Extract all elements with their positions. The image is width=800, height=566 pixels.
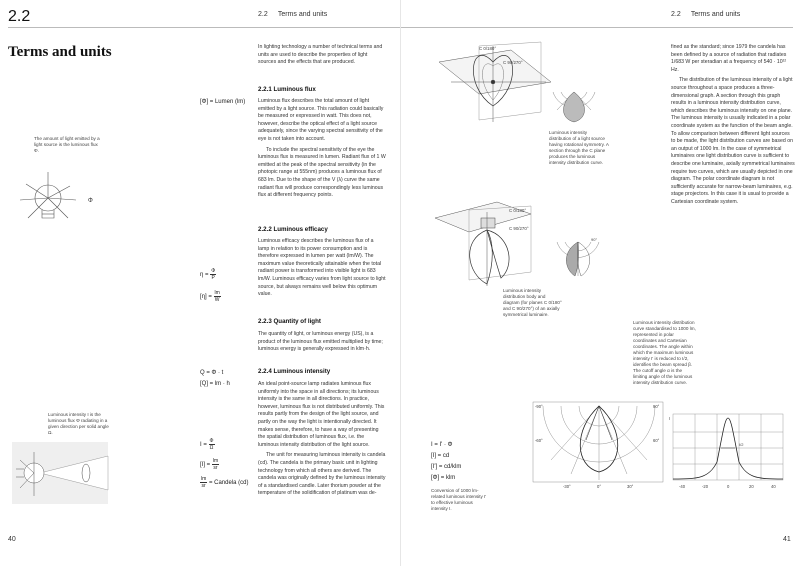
plane-label: C 90/270° — [509, 226, 529, 231]
caption-luminous-flux: The amount of light emitted by a light source is the luminous flux Φ. — [34, 136, 100, 153]
tick-label: -20 — [702, 484, 709, 489]
heading-luminous-intensity: 2.2.4 Luminous intensity — [258, 368, 331, 375]
heading-quantity-of-light: 2.2.3 Quantity of light — [258, 318, 321, 325]
quantity-text: The quantity of light, or luminous energy (US), is a product of the luminous flux emitted multiplied by time; luminous energy is generally expressed in klm·h. — [258, 331, 383, 353]
formula-intensity-unit: [I] = $\frac{lm}{sr}$ — [200, 458, 219, 471]
polar-plot-small-2 — [553, 236, 603, 282]
page-number-right: 41 — [783, 536, 791, 543]
plane-label: C 0/180° — [509, 208, 527, 213]
page-number-left: 40 — [8, 536, 16, 543]
angle-label: 90° — [591, 237, 598, 242]
plane-label: C 90/270° — [503, 60, 523, 65]
formula-candela: $\frac{lm}{sr}$ = Candela (cd) — [201, 476, 249, 489]
bulb-intensity-figure — [10, 440, 120, 510]
tick-label: 0 — [727, 484, 730, 489]
flux-text: Luminous flux describes the total amount of light emitted by a light source. This radiation could basically be measured or expressed in watt. This does not, however, describe the optical effect of a light source adequately, since the varying spectral sensitivity of the eye is not taken into account. To include the spectral sensitivity of the eye the luminous flux is measured in lumen. Radiant flux of 1 W emitted at the peak of the spectral sensitivity (in the photopic range at 555nm) produces a luminous flux of 683 lm. Due to the shape of the V (λ) curve the same radiant flux will produce correspondingly less luminous flux at different frequency points. — [258, 98, 386, 199]
axis-label: I — [669, 416, 671, 421]
formula-quantity: Q = Φ · t — [200, 370, 224, 376]
tick-label: -30° — [563, 484, 571, 489]
cartesian-distribution-diagram — [669, 412, 791, 492]
right-body-text: fined as the standard; since 1979 the candela has been defined by a source of radiation that radiates 1/683 W per steradian at a frequency of 540 · 10¹² Hz. The distribution of the luminous intensity of a light source throughout a space produces a three-dimensional graph. A section through this graph results in a luminous intensity distribution curve, which describes the luminous intensity on one plane. The luminous intensity is usually indicated in a polar coordinate system as the function of the beam angle. To allow comparison between different light sources to be made, the light distribution curves are based on an output of 1000 lm. In the case of symmetrical luminaires one light distribution curve is sufficient to describe one luminaire, axially symmetrical luminaires require two curves, which are usually depicted in one diagram. The polar coordinate diagram is not sufficiently accurate for narrow-beam luminaires, e.g. stage projectors. In this case it is usual to provide a Cartesian coordinate system. — [671, 44, 795, 205]
page-title: Terms and units — [8, 44, 112, 60]
polar-plot-small-1 — [549, 88, 599, 128]
tick-label: 60° — [653, 438, 660, 443]
phi-label: Φ — [88, 198, 93, 204]
polar-distribution-diagram — [531, 400, 666, 490]
tick-label: 90° — [653, 404, 660, 409]
intensity-text: An ideal point-source lamp radiates luminous flux uniformly into the space in all directions; its luminous intensity is the same in all directions. In practice, however, luminous flux is not distributed uniformly. This results partly from the design of the light source, and partly on the way the light is intentionally directed. It makes sense, therefore, to have a way of presenting the spatial distribution of luminous flux, i.e. the luminous intensity distribution of the light source. The unit for measuring luminous intensity is candela (cd). The candela is the primary basic unit in lighting technology from which all others are derived. The candela was originally defined by the luminous intensity of a standardised candle. Later thorium powder at the temperature of the solidification of platinum was de- — [258, 381, 386, 497]
caption-luminous-intensity: Luminous intensity I is the luminous flux Φ radiating in a given direction per solid angle Ω. — [48, 412, 109, 435]
formula-cd-klm: [I'] = cd/klm — [431, 464, 462, 470]
tick-label: -60° — [535, 438, 543, 443]
heading-luminous-flux: 2.2.1 Luminous flux — [258, 86, 316, 93]
tick-label: -40 — [679, 484, 686, 489]
tick-label: 0° — [597, 484, 602, 489]
tick-label: -90° — [535, 404, 543, 409]
bulb-flux-figure — [14, 168, 104, 238]
caption-conversion: Conversion of 1000 lm-related luminous intensity I' to effective luminous intensity I. — [431, 488, 487, 511]
caption-rotational-symmetry: Luminous intensity distribution of a light source having rotational symmetry. A section through the C plane produces the luminous intensity distribution curve. — [549, 130, 609, 165]
section-number: 2.2 — [8, 8, 31, 25]
header-title: Terms and units — [277, 11, 328, 18]
header-rule — [8, 27, 400, 28]
formula-flux-unit: [Φ] = Lumen (lm) — [200, 99, 246, 105]
header-number: 2.2 — [671, 11, 681, 18]
plane-label: C 0/180° — [479, 46, 497, 51]
caption-axial-symmetry: Luminous intensity distribution body and diagram (for planes C 0/180° and C 90/270°) of an axially symmetrical luminaire. — [503, 288, 562, 317]
running-header — [671, 11, 740, 18]
formula-klm: [Φ] = klm — [431, 475, 456, 481]
axial-symmetry-figure — [431, 200, 566, 288]
formula-cd: [I] = cd — [431, 453, 450, 459]
header-title: Terms and units — [690, 11, 741, 18]
formula-efficacy-unit: [η] = $\frac{lm}{W}$ — [200, 290, 220, 303]
formula-efficacy: η = $\frac{\Phi}{P}$ — [200, 268, 216, 281]
header-rule — [401, 27, 793, 28]
formula-quantity-unit: [Q] = lm · h — [200, 381, 230, 387]
formula-intensity: I = $\frac{\Phi}{\Omega}$ — [200, 438, 214, 451]
heading-luminous-efficacy: 2.2.2 Luminous efficacy — [258, 226, 328, 233]
tick-label: 30° — [627, 484, 634, 489]
formula-conversion: I = I' · Φ — [431, 442, 453, 448]
header-number: 2.2 — [258, 11, 268, 18]
right-page — [400, 0, 800, 566]
rotational-symmetry-figure — [431, 42, 566, 130]
efficacy-text: Luminous efficacy describes the luminous flux of a lamp in relation to its power consumption and is therefore expressed in lumen per watt (lm/W). The maximum value theoretically attainable when the total radiant power is transformed into visible light is 683 lm/W. Luminous efficacy varies from light source to light source, but always remains well below this optimum value. — [258, 238, 386, 298]
tick-label: 20 — [749, 484, 754, 489]
caption-polar-cartesian: Luminous intensity distribution curve standardised to 1000 lm, represented in polar coordinates and Cartesian coordinates. The angle within which the maximum luminous intensity I' is reduced to I/2, identifies the beam spread β. The cutoff angle α is the limiting angle of the luminous intensity distribution curve. — [633, 320, 696, 385]
axis-label: I/2 — [739, 442, 744, 447]
tick-label: 40 — [771, 484, 776, 489]
running-header — [258, 11, 327, 18]
intro-paragraph: In lighting technology a number of technical terms and units are used to describe the properties of light sources and the effects that are produced. — [258, 44, 383, 66]
